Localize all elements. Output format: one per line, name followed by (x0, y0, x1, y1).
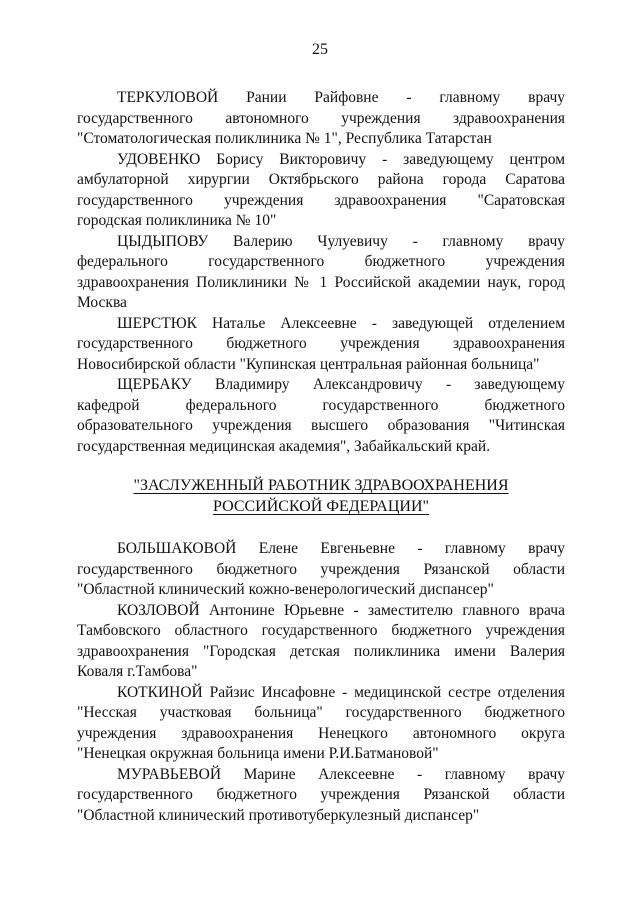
section-title-line-1: "ЗАСЛУЖЕННЫЙ РАБОТНИК ЗДРАВООХРАНЕНИЯ (133, 477, 509, 494)
entry-line: УДОВЕНКО Борису Викторовичу - заведующему центром (117, 150, 565, 168)
entry-line: "Ненецкая окружная больница имени Р.И.Батмановой" (77, 745, 439, 762)
award-entry (77, 150, 565, 232)
entry-line: "Областной клинический кожно-венерологический диспансер" (77, 581, 494, 598)
entry-line: "Несская участковая больница" государственного бюджетного (77, 704, 565, 721)
entry-line: кафедрой федерального государственного бюджетного (77, 396, 565, 414)
entry-line: "Стоматологическая поликлиника № 1", Республика Татарстан (77, 130, 492, 147)
entry-line: государственного автономного учреждения здравоохранения (77, 109, 565, 127)
entry-line: КОТКИНОЙ Райзис Инсафовне - медицинской сестре отделения (117, 683, 565, 701)
entry-line: Москва (77, 294, 127, 311)
award-entry (77, 88, 565, 150)
page-number: 25 (312, 41, 328, 58)
entry-line: Новосибирской области "Купинская центральная районная больница" (77, 355, 540, 373)
section-title-line-2: РОССИЙСКОЙ ФЕДЕРАЦИИ" (212, 498, 430, 515)
entry-line: здравоохранения Поликлиники № 1 Российской академии наук, город (77, 273, 565, 291)
entry-line: ЩЕРБАКУ Владимиру Александровичу - заведующему (117, 376, 565, 393)
entry-line: амбулаторной хирургии Октябрьского района города Саратова (77, 171, 565, 188)
entry-line: образовательного учреждения высшего образования "Читинская (77, 417, 565, 434)
entry-line: здравоохранения "Городская детская поликлиника имени Валерия (77, 642, 565, 660)
entry-line: государственного учреждения здравоохранения "Саратовская (77, 191, 565, 209)
award-entry (77, 683, 565, 765)
entry-line: МУРАВЬЕВОЙ Марине Алексеевне - главному врачу (117, 765, 565, 783)
award-entry (77, 375, 565, 457)
entry-line: КОЗЛОВОЙ Антонине Юрьевне - заместителю главного врача (117, 601, 565, 619)
entry-line: ШЕРСТЮК Наталье Алексеевне - заведующей отделением (117, 314, 565, 332)
entry-line: государственного бюджетного учреждения здравоохранения (77, 335, 565, 352)
entry-line: учреждения здравоохранения Ненецкого автономного округа (77, 724, 565, 742)
entry-line: Тамбовского областного государственного бюджетного учреждения (77, 622, 565, 639)
entry-line: городская поликлиника № 10" (77, 212, 277, 229)
award-entry (77, 232, 565, 314)
entry-line: ЦЫДЫПОВУ Валерию Чулуевичу - главному врачу (117, 232, 565, 250)
entry-line: ТЕРКУЛОВОЙ Рании Райфовне - главному врачу (117, 89, 565, 106)
award-entry (77, 314, 565, 376)
award-list-group-1 (77, 88, 565, 457)
entry-line: "Областной клинический противотуберкулезный диспансер" (77, 806, 480, 824)
award-entry (77, 601, 565, 683)
award-section-title (77, 475, 565, 517)
entry-line: государственного бюджетного учреждения Рязанской области (77, 786, 565, 803)
entry-line: государственного бюджетного учреждения Рязанской области (77, 560, 565, 578)
award-entry (77, 765, 565, 827)
award-entry (77, 539, 565, 601)
entry-line: государственная медицинская академия", Забайкальский край. (77, 437, 491, 455)
entry-line: Коваля г.Тамбова" (77, 663, 198, 680)
entry-line: федерального государственного бюджетного учреждения (77, 253, 565, 270)
award-list-group-2 (77, 539, 565, 826)
entry-line: БОЛЬШАКОВОЙ Елене Евгеньевне - главному врачу (117, 540, 565, 557)
